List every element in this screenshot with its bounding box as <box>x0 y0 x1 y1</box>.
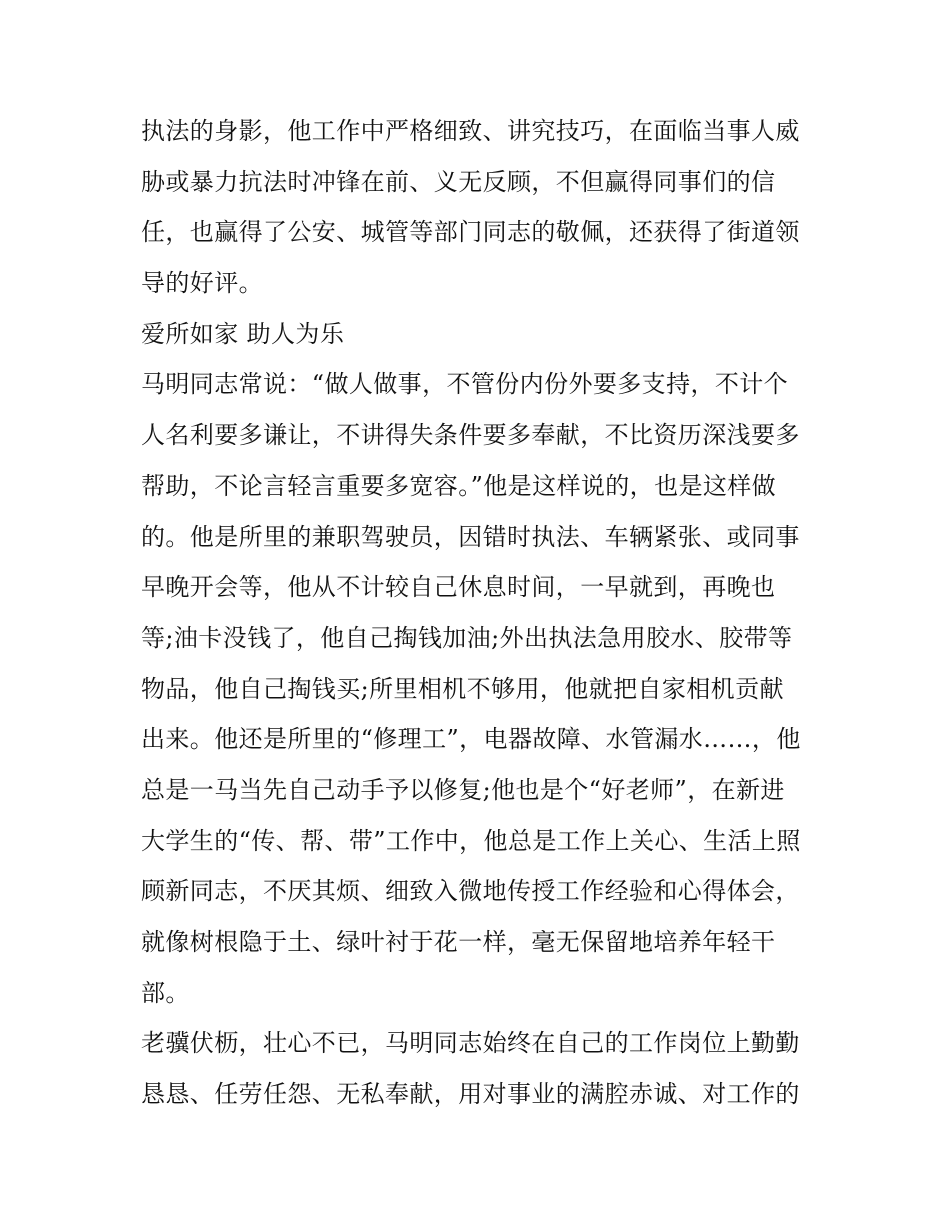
body-text <box>141 106 821 1120</box>
text-line: 顾新同志，不厌其烦、细致入微地传授工作经验和心得体会， <box>141 877 800 906</box>
text-line: 出来。他还是所里的“修理工”，电器故障、水管漏水……，他 <box>141 725 801 754</box>
text-line: 早晚开会等，他从不计较自己休息时间，一早就到，再晚也 <box>141 573 776 602</box>
text-line: 人名利要多谦让，不讲得失条件要多奉献，不比资历深浅要多 <box>141 421 800 450</box>
text-line: 马明同志常说：“做人做事，不管份内份外要多支持，不计个 <box>141 370 789 399</box>
text-line: 等;油卡没钱了，他自己掏钱加油;外出执法急用胶水、胶带等 <box>141 623 793 652</box>
text-line: 就像树根隐于土、绿叶衬于花一样，毫无保留地培养年轻干 <box>141 928 776 956</box>
text-line: 的。他是所里的兼职驾驶员，因错时执法、车辆紧张、或同事 <box>141 522 800 551</box>
section-heading: 爱所如家 助人为乐 <box>141 319 345 348</box>
text-line: 老骥伏枥，壮心不已，马明同志始终在自己的工作岗位上勤勤 <box>141 1029 800 1058</box>
text-line: 总是一马当先自己动手予以修复;他也是个“好老师”，在新进 <box>141 775 785 804</box>
text-line: 帮助，不论言轻言重要多宽容。”他是这样说的，也是这样做 <box>141 471 777 500</box>
text-line: 大学生的“传、帮、带”工作中，他总是工作上关心、生活上照 <box>141 826 801 855</box>
text-line: 导的好评。 <box>141 269 263 298</box>
text-line: 任，也赢得了公安、城管等部门同志的敬佩，还获得了街道领 <box>141 218 800 247</box>
text-line: 物品，他自己掏钱买;所里相机不够用，他就把自家相机贡献 <box>141 674 784 703</box>
text-line: 恳恳、任劳任怨、无私奉献，用对事业的满腔赤诚、对工作的 <box>141 1080 800 1109</box>
text-line: 执法的身影，他工作中严格细致、讲究技巧，在面临当事人威 <box>141 117 800 145</box>
text-line: 部。 <box>141 978 190 1007</box>
text-line: 胁或暴力抗法时冲锋在前、义无反顾，不但赢得同事们的信 <box>141 167 776 196</box>
